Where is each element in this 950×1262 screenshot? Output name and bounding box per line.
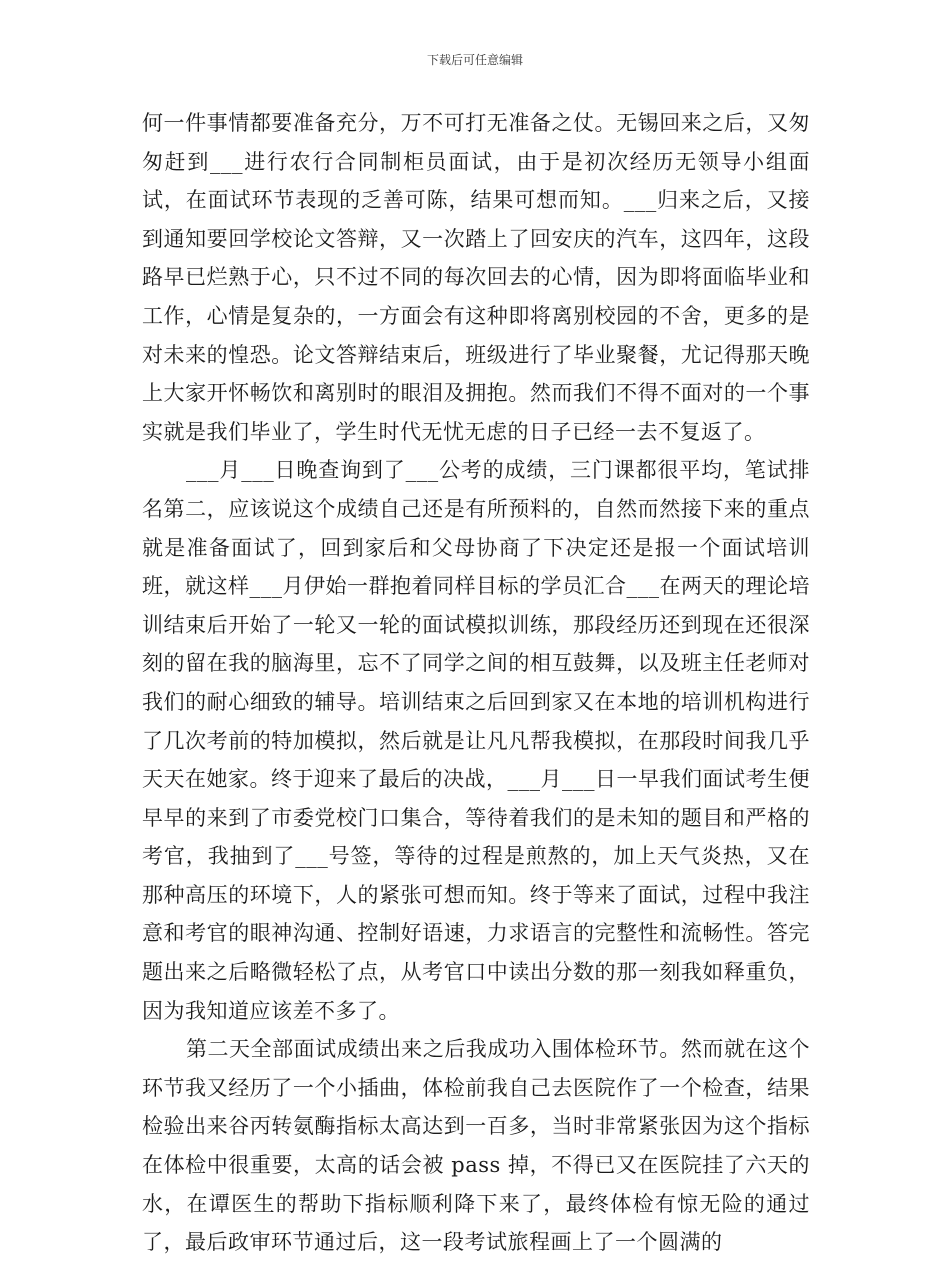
paragraph-1: 何一件事情都要准备充分，万不可打无准备之仗。无锡回来之后，又匆匆赶到___进行农行合同制柜员面试，由于是初次经历无领导小组面试，在面试环节表现的乏善可陈，结果可想而知。___归来之后，又接到通知要回学校论文答辩，又一次踏上了回安庆的汽车，这四年，这段路早已烂熟于心，只不过不同的每次回去的心情，因为即将面临毕业和工作，心情是复杂的，一方面会有这种即将离别校园的不舍，更多的是对未来的惶恐。论文答辩结束后，班级进行了毕业聚餐，尤记得那天晚上大家开怀畅饮和离别时的眼泪及拥抱。然而我们不得不面对的一个事实就是我们毕业了，学生时代无忧无虑的日子已经一去不复返了。	[142, 111, 810, 444]
paragraph-2: ___月___日晚查询到了___公考的成绩，三门课都很平均，笔试排名第二，应该说这个成绩自己还是有所预料的，自然而然接下来的重点就是准备面试了，回到家后和父母协商了下决定还是报一个面试培训班，就这样___月伊始一群抱着同样目标的学员汇合___在两天的理论培训结束后开始了一轮又一轮的面试模拟训练，那段经历还到现在还很深刻的留在我的脑海里，忘不了同学之间的相互鼓舞，以及班主任老师对我们的耐心细致的辅导。培训结束之后回到家又在本地的培训机构进行了几次考前的特加模拟，然后就是让凡凡帮我模拟，在那段时间我几乎天天在她家。终于迎来了最后的决战，___月___日一早我们面试考生便早早的来到了市委党校门口集合，等待着我们的是未知的题目和严格的考官，我抽到了___号签，等待的过程是煎熬的，加上天气炎热，又在那种高压的环境下，人的紧张可想而知。终于等来了面试，过程中我注意和考官的眼神沟通、控制好语速，力求语言的完整性和流畅性。答完题出来之后略微轻松了点，从考官口中读出分数的那一刻我如释重负，因为我知道应该差不多了。	[142, 458, 810, 1023]
paragraph-3: 第二天全部面试成绩出来之后我成功入围体检环节。然而就在这个环节我又经历了一个小插曲，体检前我自己去医院作了一个检查，结果检验出来谷丙转氨酶指标太高达到一百多，当时非常紧张因为这个指标在体检中很重要，太高的话会被 pass 掉，不得已又在医院挂了六天的水，在谭医生的帮助下指标顺利降下来了，最终体检有惊无险的通过了，最后政审环节通过后，这一段考试旅程画上了一个圆满的	[142, 1037, 810, 1255]
document-body	[142, 104, 810, 1262]
page-header-note: 下载后可任意编辑	[426, 53, 523, 67]
